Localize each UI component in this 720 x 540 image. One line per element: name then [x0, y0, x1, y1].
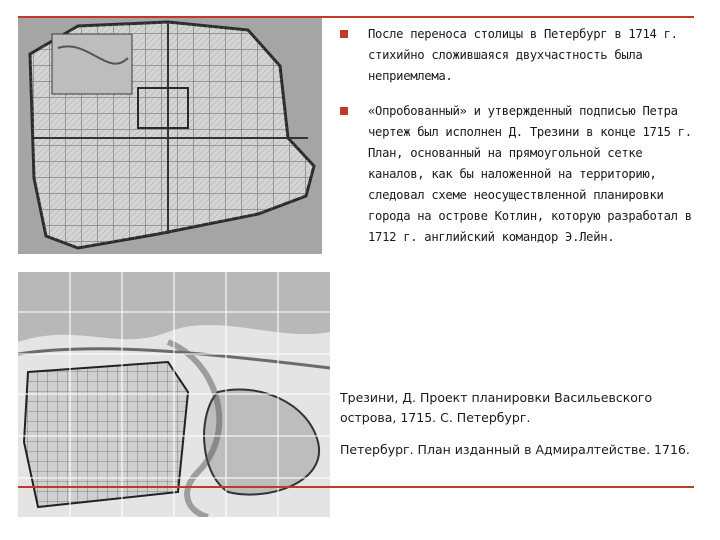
trezini-plan-image — [18, 18, 322, 254]
bullet-item — [336, 24, 692, 87]
caption-admiralty-map: Петербург. План изданный в Адмиралтействе. 1716. — [340, 442, 690, 457]
bullet-list — [336, 24, 692, 262]
bottom-divider — [18, 486, 694, 488]
bullet-text: После переноса столицы в Петербург в 1714 г. стихийно сложившаяся двухчастность была неприемлема. — [368, 27, 678, 83]
bullet-text: «Опробованный» и утвержденный подписью Петра чертеж был исполнен Д. Трезини в конце 1715 г. План, основанный на прямоугольной сетке каналов, как бы наложенной на территорию, следовал схеме неосуществленной планировки города на острове Котлин, которую разработал в 1712 г. английский командор Э.Лейн. — [368, 104, 692, 244]
bullet-square-icon — [340, 30, 348, 38]
bullet-item — [336, 101, 692, 248]
caption-trezini-plan: Трезини, Д. Проект планировки Васильевского острова, 1715. С. Петербург. — [340, 390, 653, 425]
admiralty-map-image — [18, 272, 330, 517]
bullet-square-icon — [340, 107, 348, 115]
